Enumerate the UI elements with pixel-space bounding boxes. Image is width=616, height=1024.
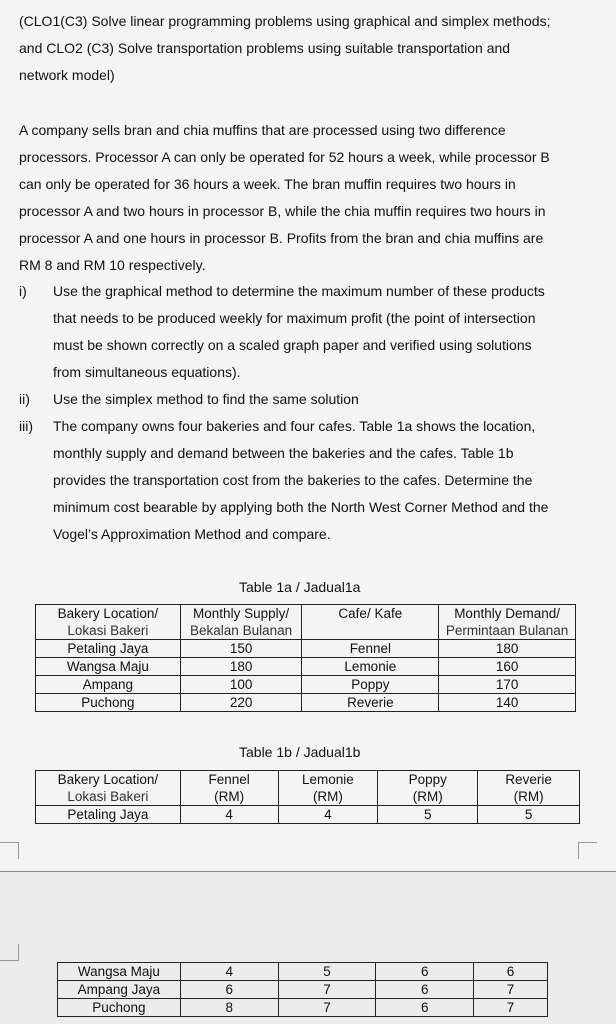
header-sub: Bekalan Bulanan bbox=[190, 623, 293, 638]
header-main: Poppy bbox=[408, 772, 447, 787]
table-cell: Ampang Jaya bbox=[58, 981, 181, 999]
table-cell: 6 bbox=[376, 963, 474, 981]
question-item-i bbox=[19, 278, 585, 386]
header-line: (CLO1(C3) Solve linear programming problems using graphical and simplex methods; bbox=[19, 13, 551, 29]
table-cell: 160 bbox=[439, 658, 576, 676]
problem-intro bbox=[19, 117, 585, 279]
table-cell: Wangsa Maju bbox=[36, 658, 181, 676]
intro-line: RM 8 and RM 10 respectively. bbox=[19, 257, 206, 273]
header-sub: Lokasi Bakeri bbox=[67, 789, 149, 804]
table-cell: Petaling Jaya bbox=[36, 640, 181, 658]
table-row bbox=[58, 981, 548, 999]
table-cell: 180 bbox=[439, 640, 576, 658]
table1a-caption: Table 1a / Jadual1a bbox=[239, 579, 361, 595]
item-line: Use the graphical method to determine the maximum number of these products bbox=[53, 283, 545, 299]
clo-header bbox=[19, 8, 585, 89]
table-row bbox=[36, 694, 576, 712]
table-cell: 180 bbox=[180, 658, 302, 676]
header-sub: (RM) bbox=[312, 789, 343, 804]
header-cell bbox=[378, 771, 478, 806]
intro-line: can only be operated for 36 hours a week. The bran muffin requires two hours in bbox=[19, 176, 516, 192]
page-corner-mark bbox=[578, 842, 597, 859]
header-cell bbox=[302, 605, 439, 640]
table-cell: 4 bbox=[180, 963, 278, 981]
table-1b-top bbox=[35, 770, 580, 824]
table-cell: Petaling Jaya bbox=[36, 806, 181, 824]
table-cell: 5 bbox=[378, 806, 478, 824]
table-cell: Wangsa Maju bbox=[58, 963, 181, 981]
header-main: Cafe/ Kafe bbox=[338, 606, 403, 621]
item-line: monthly supply and demand between the bakeries and the cafes. Table 1b bbox=[53, 445, 514, 461]
header-main: Bakery Location/ bbox=[57, 772, 159, 787]
header-cell bbox=[36, 771, 181, 806]
table-cell: Puchong bbox=[58, 999, 181, 1017]
table-cell: Puchong bbox=[36, 694, 181, 712]
table1b-caption: Table 1b / Jadual1b bbox=[239, 744, 361, 760]
document-page-bottom bbox=[0, 872, 616, 1024]
header-cell bbox=[36, 605, 181, 640]
header-main: Lemonie bbox=[302, 772, 354, 787]
table-1a bbox=[35, 604, 576, 712]
table-row bbox=[58, 999, 548, 1017]
table-cell: 7 bbox=[278, 999, 376, 1017]
table-1b-continued bbox=[57, 962, 548, 1017]
table-cell: 150 bbox=[180, 640, 302, 658]
header-cell bbox=[439, 605, 576, 640]
table-cell: 5 bbox=[478, 806, 580, 824]
table-header-row bbox=[36, 605, 576, 640]
item-line: Use the simplex method to find the same solution bbox=[53, 391, 359, 407]
table-cell: Lemonie bbox=[302, 658, 439, 676]
table-cell: 7 bbox=[474, 999, 548, 1017]
table-cell: 6 bbox=[376, 981, 474, 999]
header-main: Reverie bbox=[505, 772, 552, 787]
header-sub: (RM) bbox=[513, 789, 544, 804]
header-cell bbox=[180, 771, 278, 806]
table-cell: 8 bbox=[180, 999, 278, 1017]
page-corner-mark bbox=[0, 842, 19, 859]
item-line: must be shown correctly on a scaled graph paper and verified using solutions bbox=[53, 337, 532, 353]
item-line: Vogel’s Approximation Method and compare. bbox=[53, 526, 331, 542]
table-cell: 4 bbox=[278, 806, 378, 824]
intro-line: processor A and one hours in processor B. Profits from the bran and chia muffins are bbox=[19, 230, 544, 246]
item-line: The company owns four bakeries and four cafes. Table 1a shows the location, bbox=[53, 418, 536, 434]
header-line: and CLO2 (C3) Solve transportation problems using suitable transportation and bbox=[19, 40, 511, 56]
table-cell: 170 bbox=[439, 676, 576, 694]
question-item-iii bbox=[19, 413, 585, 548]
table-cell: Reverie bbox=[302, 694, 439, 712]
header-main: Monthly Supply/ bbox=[193, 606, 290, 621]
table-cell: 4 bbox=[180, 806, 278, 824]
header-line: network model) bbox=[19, 67, 115, 83]
table-cell: 100 bbox=[180, 676, 302, 694]
table-cell: 6 bbox=[474, 963, 548, 981]
header-main: Fennel bbox=[208, 772, 250, 787]
table-row bbox=[58, 963, 548, 981]
table-cell: 6 bbox=[376, 999, 474, 1017]
item-number: i) bbox=[19, 283, 27, 299]
header-cell bbox=[180, 605, 302, 640]
table-row bbox=[36, 658, 576, 676]
header-cell bbox=[278, 771, 378, 806]
header-main: Monthly Demand/ bbox=[454, 606, 560, 621]
table-cell: Fennel bbox=[302, 640, 439, 658]
item-number: ii) bbox=[19, 391, 30, 407]
table-cell: Ampang bbox=[36, 676, 181, 694]
header-sub: Lokasi Bakeri bbox=[67, 623, 149, 638]
table-cell: Poppy bbox=[302, 676, 439, 694]
header-sub: Permintaan Bulanan bbox=[445, 623, 569, 638]
item-line: minimum cost bearable by applying both the North West Corner Method and the bbox=[53, 499, 549, 515]
table-row bbox=[36, 806, 580, 824]
page-corner-mark bbox=[0, 944, 19, 961]
intro-line: A company sells bran and chia muffins that are processed using two difference bbox=[19, 122, 506, 138]
question-item-ii bbox=[19, 386, 585, 413]
table-cell: 220 bbox=[180, 694, 302, 712]
item-line: provides the transportation cost from the bakeries to the cafes. Determine the bbox=[53, 472, 533, 488]
table-row bbox=[36, 640, 576, 658]
table-header-row bbox=[36, 771, 580, 806]
table-row bbox=[36, 676, 576, 694]
intro-line: processor A and two hours in processor B, while the chia muffin requires two hours in bbox=[19, 203, 546, 219]
table-cell: 7 bbox=[474, 981, 548, 999]
item-line: from simultaneous equations). bbox=[53, 364, 241, 380]
table-cell: 6 bbox=[180, 981, 278, 999]
table-cell: 7 bbox=[278, 981, 376, 999]
header-sub: (RM) bbox=[412, 789, 443, 804]
header-sub: (RM) bbox=[214, 789, 245, 804]
table-cell: 140 bbox=[439, 694, 576, 712]
header-main: Bakery Location/ bbox=[57, 606, 159, 621]
item-number: iii) bbox=[19, 418, 33, 434]
intro-line: processors. Processor A can only be operated for 52 hours a week, while processor B bbox=[19, 149, 550, 165]
header-cell bbox=[478, 771, 580, 806]
item-line: that needs to be produced weekly for maximum profit (the point of intersection bbox=[53, 310, 536, 326]
table-cell: 5 bbox=[278, 963, 376, 981]
